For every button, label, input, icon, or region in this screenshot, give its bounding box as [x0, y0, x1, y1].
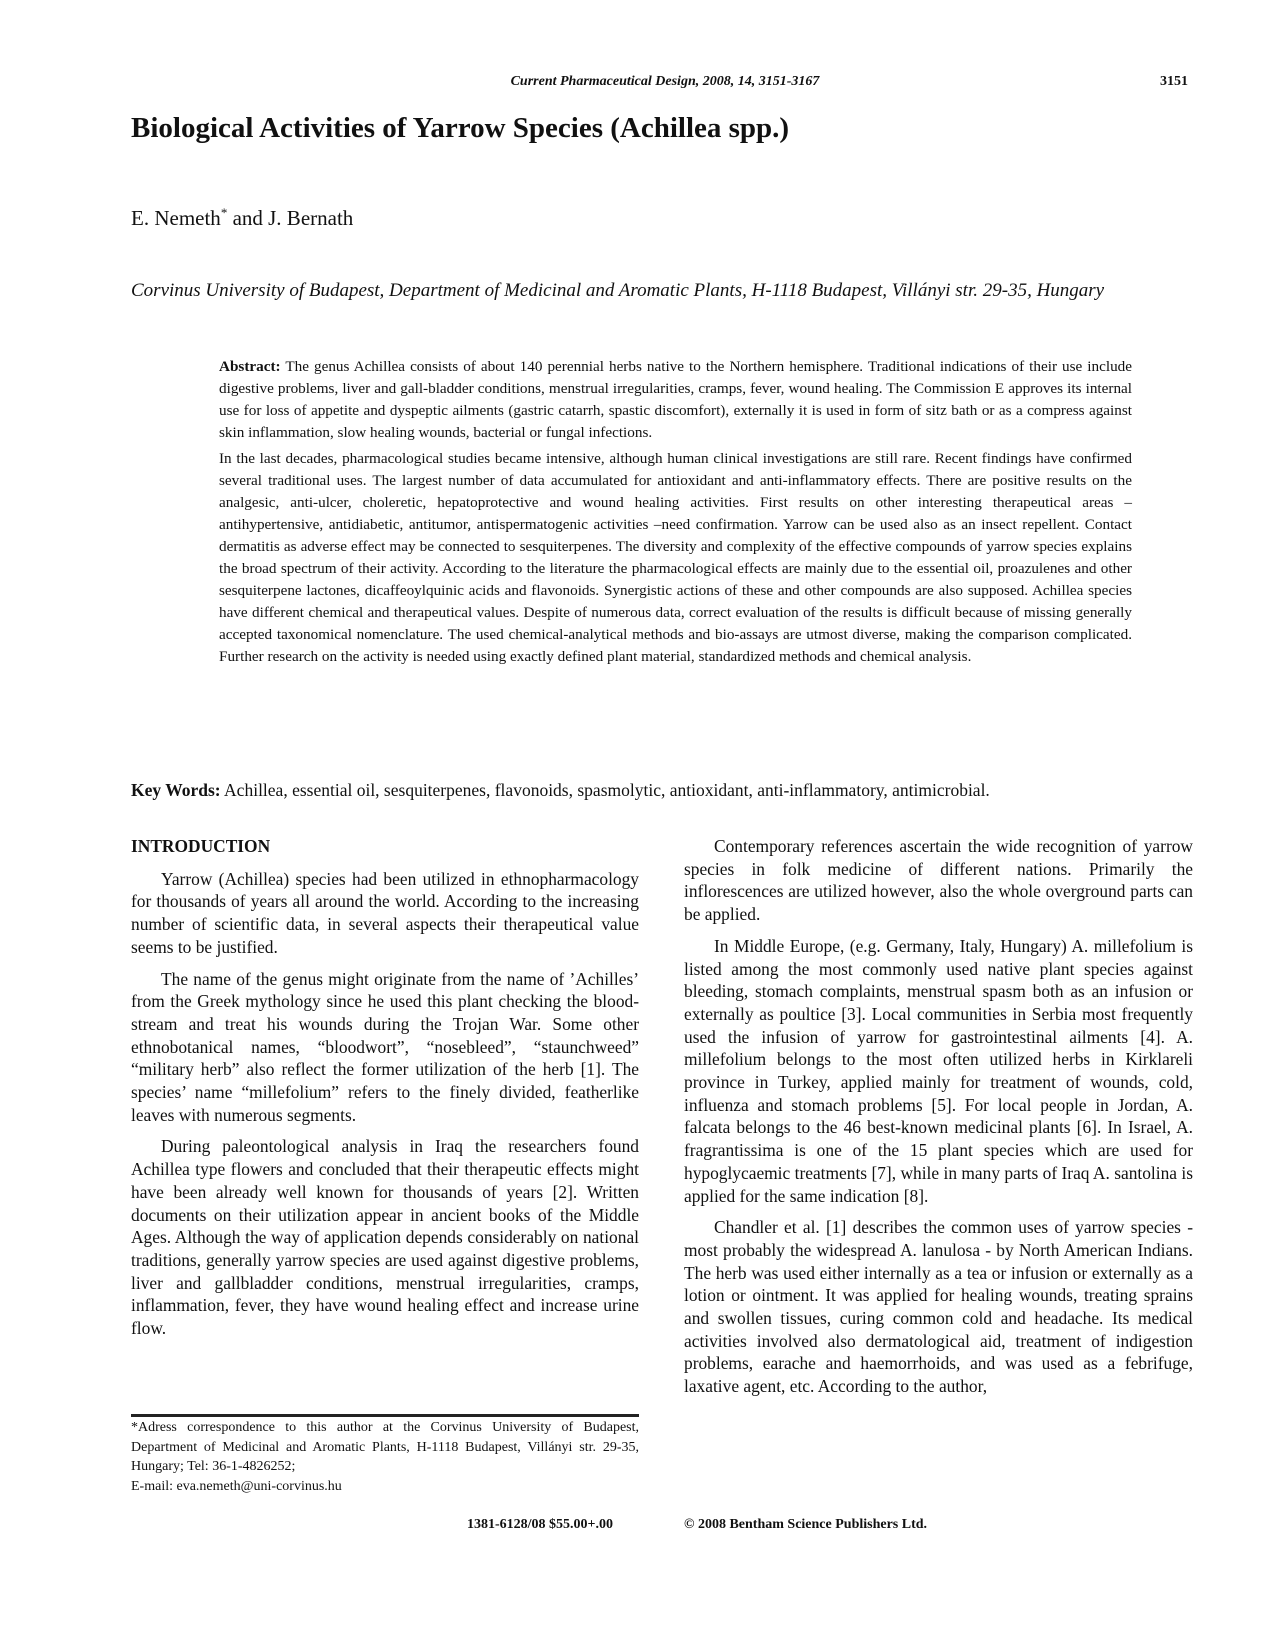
abstract-text-1: The genus Achillea consists of about 140 perennial herbs native to the Northern hemisphere. Traditional indications of their use include digestive problems, liver and gall-bladder conditions, menstrual irregularities, cramps, fever, wound healing. The Commission E approves its internal use for loss of appetite and dyspeptic ailments (gastric catarrh, spastic discomfort), externally it is used in form of sitz bath or as a compress against skin inflammation, slow healing wounds, bacterial or fungal infections. [219, 358, 1132, 441]
footnote-email: E-mail: eva.nemeth@uni-corvinus.hu [131, 1478, 342, 1494]
keywords [131, 780, 1151, 801]
author-first: E. Nemeth [131, 206, 221, 230]
body-column-left [131, 835, 639, 1349]
author-line [131, 205, 353, 231]
body-paragraph: The name of the genus might originate from the name of ’Achilles’ from the Greek mythology since he used this plant checking the blood-stream and treat his wounds during the Trojan War. Some other ethnobotanical names, “bloodwort”, “nosebleed”, “staunchweed” “military herb” also reflect the former utilization of the herb [1]. The species’ name “millefolium” refers to the finely divided, featherlike leaves with numerous segments. [131, 968, 639, 1125]
footnote-divider [131, 1414, 639, 1417]
body-paragraph: Yarrow (Achillea) species had been utilized in ethnopharmacology for thousands of years all around the world. According to the increasing number of scientific data, in several aspects their therapeutical value seems to be justified. [131, 868, 639, 957]
section-heading-introduction: INTRODUCTION [131, 836, 271, 856]
abstract-label: Abstract: [219, 358, 281, 375]
footnote-address: *Adress correspondence to this author at the Corvinus University of Budapest, Department of Medicinal and Aromatic Plants, H-1118 Budapest, Villányi str. 29-35, Hungary; Tel: 36-1-4826252; [131, 1420, 639, 1474]
journal-citation: Current Pharmaceutical Design, 2008, 14, 3151-3167 [510, 74, 820, 89]
body-paragraph: Contemporary references ascertain the wide recognition of yarrow species in folk medicine of different nations. Primarily the inflorescences are utilized however, also the whole overground parts can be applied. [684, 836, 1193, 925]
keywords-text: Achillea, essential oil, sesquiterpenes, flavonoids, spasmolytic, antioxidant, anti-inflammatory, antimicrobial. [224, 780, 990, 800]
abstract [219, 356, 1132, 668]
article-title: Biological Activities of Yarrow Species (Achillea spp.) [131, 112, 790, 144]
footer-issn: 1381-6128/08 $55.00+.00 [467, 1517, 614, 1532]
abstract-paragraph-2: In the last decades, pharmacological studies became intensive, although human clinical investigations are still rare. Recent findings have confirmed several traditional uses. The largest number of data accumulated for antioxidant and anti-inflammatory effects. There are positive results on the analgesic, anti-ulcer, choleretic, hepatoprotective and wound healing activities. First results on other interesting therapeutical areas – antihypertensive, antidiabetic, antitumor, antispermatogenic activities –need confirmation. Yarrow can be used also as an insect repellent. Contact dermatitis as adverse effect may be connected to sesquiterpenes. The diversity and complexity of the effective compounds of yarrow species explains the broad spectrum of their activity. According to the literature the pharmacological effects are mainly due to the essential oil, proazulenes and other sesquiterpene lactones, dicaffeoylquinic acids and flavonoids. Synergistic actions of these and other compounds are also supposed. Achillea species have different chemical and therapeutical values. Despite of numerous data, correct evaluation of the results is difficult because of missing generally accepted taxonomical nomenclature. The used chemical-analytical methods and bio-assays are utmost diverse, making the comparison complicated. Further research on the activity is needed using exactly defined plant material, standardized methods and chemical analysis. [219, 450, 1132, 665]
correspondence-footnote [131, 1418, 639, 1496]
body-paragraph: Chandler et al. [1] describes the common uses of yarrow species - most probably the widespread A. lanulosa - by North American Indians. The herb was used either internally as a tea or infusion or externally as a lotion or ointment. It was applied for healing wounds, treating sprains and swollen tissues, curing common cold and headache. Its medical activities involved also dermatological aid, treatment of indigestion problems, earache and haemorrhoids, and was used as a febrifuge, laxative agent, etc. According to the author, [684, 1217, 1193, 1397]
abstract-paragraph-1 [219, 356, 1132, 444]
keywords-label: Key Words: [131, 780, 221, 800]
body-column-right [684, 835, 1193, 1407]
footer-copyright: © 2008 Bentham Science Publishers Ltd. [684, 1517, 928, 1532]
corresponding-author-mark: * [220, 205, 228, 220]
body-paragraph: In Middle Europe, (e.g. Germany, Italy, Hungary) A. millefolium is listed among the most commonly used native plant species against bleeding, stomach complaints, menstrual spasm both as an infusion or externally as poultice [3]. Local communities in Serbia most frequently used the infusion of yarrow for gastrointestinal ailments [4]. A. millefolium belongs to the most often utilized herbs in Kirklareli province in Turkey, applied mainly for treatment of wounds, cold, influenza and stomach problems [5]. For local people in Jordan, A. falcata belongs to the 46 best-known medicinal plants [6]. In Israel, A. fragrantissima is one of the 15 plant species which are used for hypoglycaemic treatments [7], while in many parts of Iraq A. santolina is applied for the same indication [8]. [684, 935, 1193, 1206]
body-paragraph: During paleontological analysis in Iraq the researchers found Achillea type flowers and concluded that their therapeutic effects might have been already well known for thousands of years [2]. Written documents on their utilization appear in ancient books of the Middle Ages. Although the way of application depends considerably on national traditions, generally yarrow species are used against digestive problems, liver and gallbladder conditions, menstrual irregularities, cramps, inflammation, fever, they have wound healing effect and increase urine flow. [131, 1136, 639, 1339]
page-number: 3151 [1160, 74, 1188, 89]
author-rest: and J. Bernath [227, 206, 354, 230]
affiliation: Corvinus University of Budapest, Department of Medicinal and Aromatic Plants, H-1118 Budapest, Villányi str. 29-35, Hungary [131, 280, 1105, 301]
